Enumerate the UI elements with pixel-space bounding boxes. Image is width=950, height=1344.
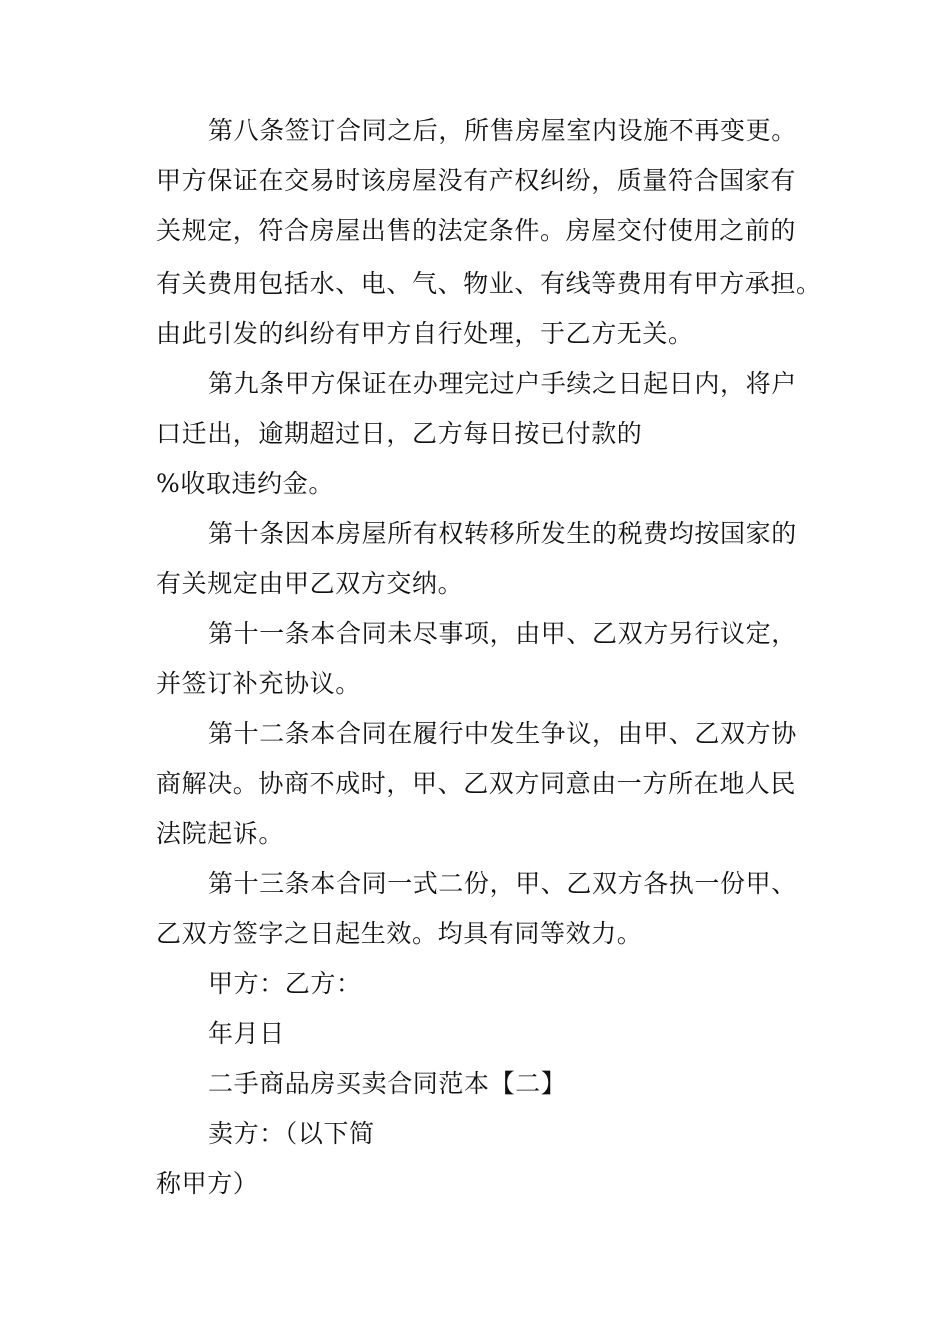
clause-11-line-2: 并签订补充协议。 — [156, 669, 361, 698]
section-heading: 二手商品房买卖合同范本【二】 — [208, 1069, 567, 1098]
clause-12-line-1: 第十二条本合同在履行中发生争议，由甲、乙双方协 — [208, 719, 797, 748]
clause-8-line-1: 第八条签订合同之后，所售房屋室内设施不再变更。 — [208, 116, 797, 145]
clause-9-line-1: 第九条甲方保证在办理完过户手续之日起日内，将户 — [208, 369, 797, 398]
clause-8-line-5: 由此引发的纠纷有甲方自行处理，于乙方无关。 — [156, 319, 694, 348]
clause-11-line-1: 第十一条本合同未尽事项，由甲、乙双方另行议定， — [208, 619, 797, 648]
clause-8-line-4: 有关费用包括水、电、气、物业、有线等费用有甲方承担。 — [156, 269, 822, 298]
clause-10-line-2: 有关规定由甲乙双方交纳。 — [156, 569, 464, 598]
signature-date: 年月日 — [208, 1019, 285, 1048]
seller-line-1: 卖方：（以下简 — [208, 1119, 375, 1148]
clause-12-line-2: 商解决。协商不成时，甲、乙双方同意由一方所在地人民 — [156, 769, 797, 798]
clause-9-line-2: 口迁出，逾期超过日，乙方每日按已付款的 — [156, 419, 643, 448]
clause-8-line-3: 关规定，符合房屋出售的法定条件。房屋交付使用之前的 — [156, 216, 797, 245]
clause-12-line-3: 法院起诉。 — [156, 819, 285, 848]
seller-line-2: 称甲方） — [156, 1169, 259, 1198]
clause-10-line-1: 第十条因本房屋所有权转移所发生的税费均按国家的 — [208, 519, 797, 548]
clause-8-line-2: 甲方保证在交易时该房屋没有产权纠纷，质量符合国家有 — [156, 166, 797, 195]
clause-13-line-1: 第十三条本合同一式二份，甲、乙双方各执一份甲、 — [208, 869, 797, 898]
clause-9-line-3: %收取违约金。 — [156, 469, 334, 498]
signature-parties: 甲方：乙方： — [208, 969, 362, 998]
clause-13-line-2: 乙双方签字之日起生效。均具有同等效力。 — [156, 919, 643, 948]
